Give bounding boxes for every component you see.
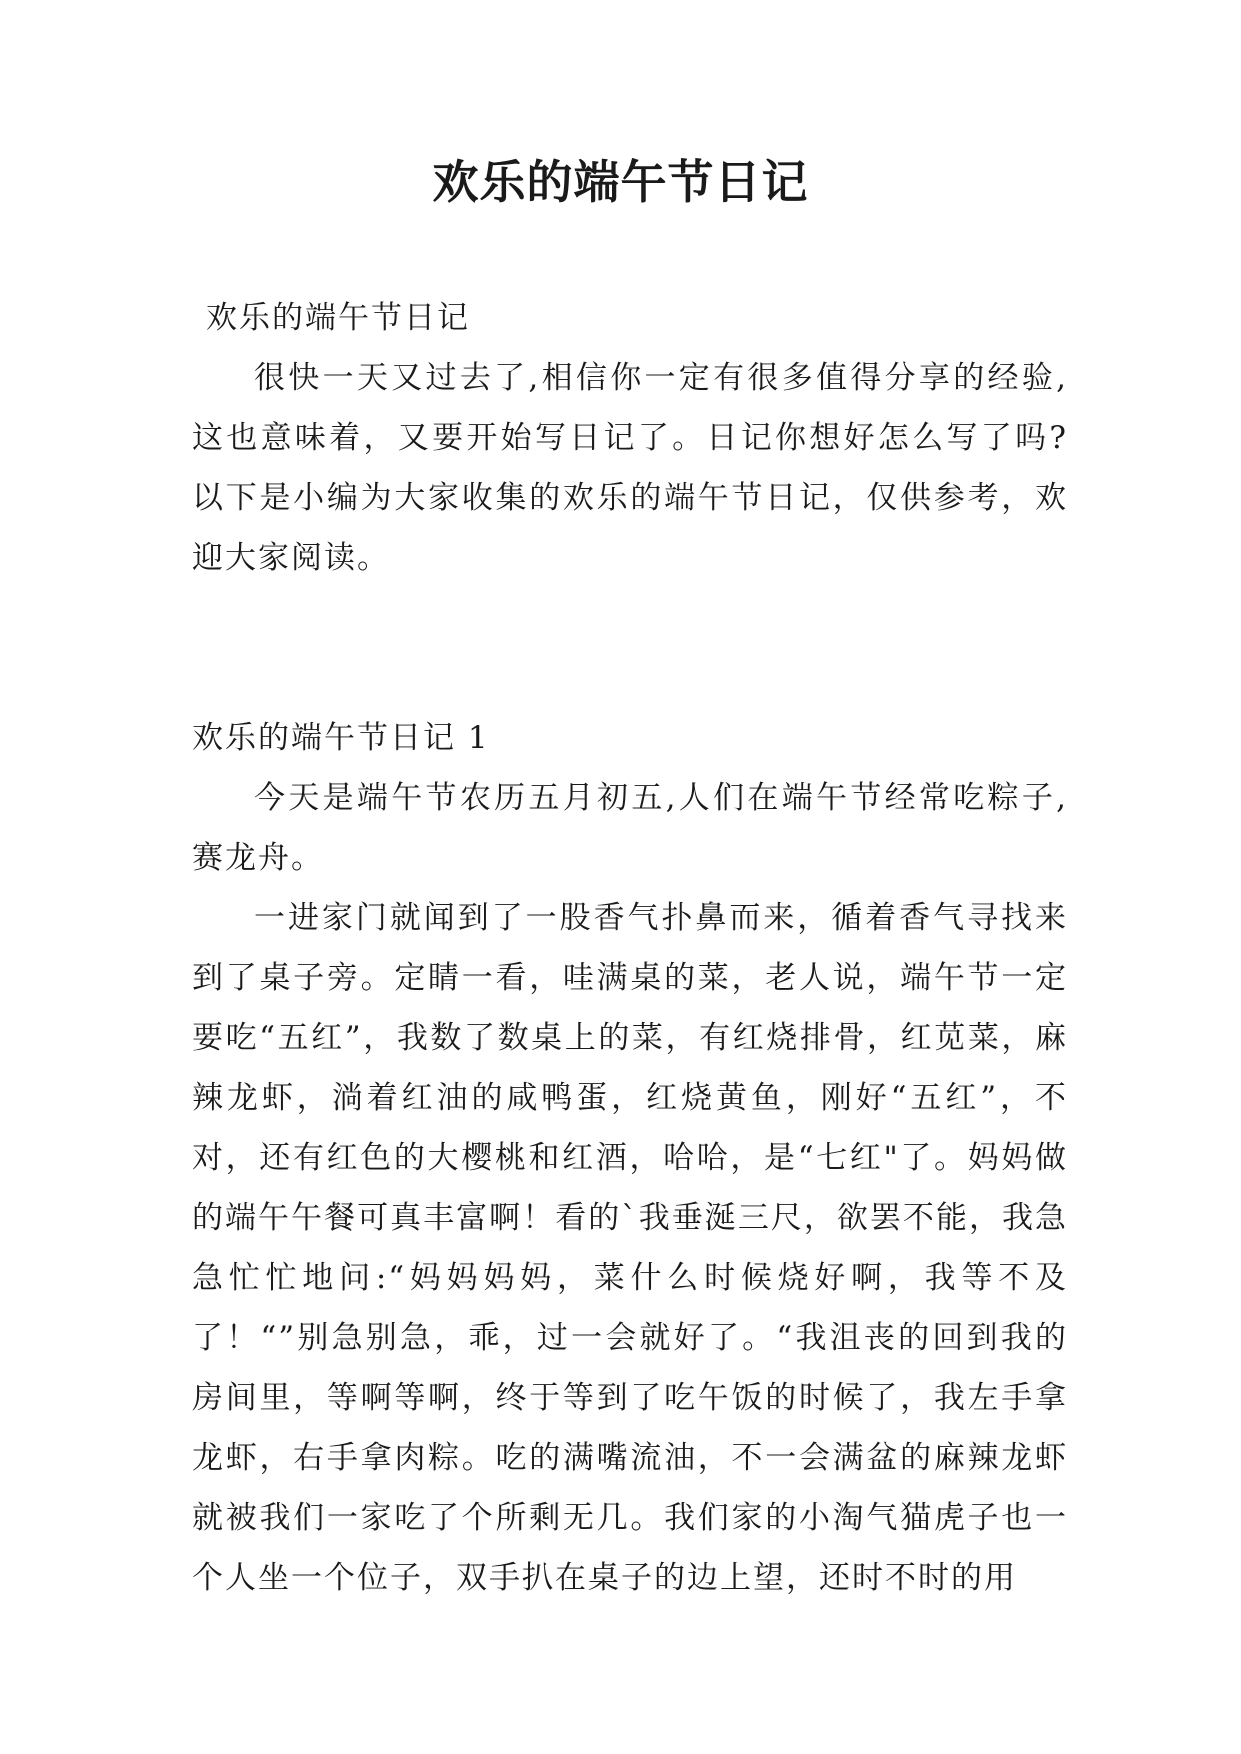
- section-heading-1: 欢乐的端午节日记 1: [192, 720, 490, 756]
- document-body: [192, 288, 1068, 1608]
- subheading: 欢乐的端午节日记: [206, 300, 470, 336]
- document-title: 欢乐的端午节日记: [432, 155, 809, 209]
- section-1-paragraph-1: 今天是端午节农历五月初五,人们在端午节经常吃粽子,赛龙舟。: [192, 780, 1068, 876]
- intro-paragraph: 很快一天又过去了,相信你一定有很多值得分享的经验,这也意味着，又要开始写日记了。日记你想好怎么写了吗?以下是小编为大家收集的欢乐的端午节日记，仅供参考，欢迎大家阅读。: [192, 360, 1068, 576]
- section-1-paragraph-2: 一进家门就闻到了一股香气扑鼻而来，循着香气寻找来到了桌子旁。定睛一看，哇满桌的菜，老人说，端午节一定要吃“五红”，我数了数桌上的菜，有红烧排骨，红苋菜，麻辣龙虾，淌着红油的咸鸭蛋，红烧黄鱼，刚好“五红”，不对，还有红色的大樱桃和红酒，哈哈，是“七红"了。妈妈做的端午午餐可真丰富啊！看的`我垂涎三尺，欲罢不能，我急急忙忙地问:“妈妈妈妈，菜什么时候烧好啊，我等不及了！“”别急别急，乖，过一会就好了。“我沮丧的回到我的房间里，等啊等啊，终于等到了吃午饭的时候了，我左手拿龙虾，右手拿肉粽。吃的满嘴流油，不一会满盆的麻辣龙虾就被我们一家吃了个所剩无几。我们家的小淘气猫虎子也一个人坐一个位子，双手扒在桌子的边上望，还时不时的用: [192, 900, 1068, 1596]
